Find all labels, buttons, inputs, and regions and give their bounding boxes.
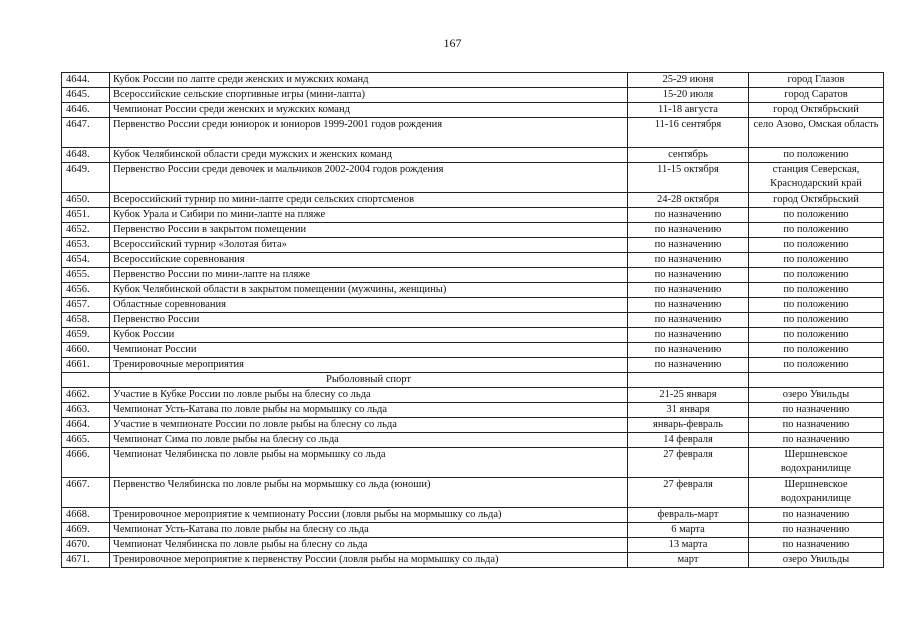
event-name: Участие в чемпионате России по ловле рыбы на блесну со льда	[110, 418, 628, 433]
row-number: 4667.	[62, 478, 110, 508]
row-number: 4660.	[62, 343, 110, 358]
event-date: по назначению	[628, 223, 749, 238]
event-date: по назначению	[628, 253, 749, 268]
row-number: 4650.	[62, 193, 110, 208]
event-date: февраль-март	[628, 508, 749, 523]
row-number: 4648.	[62, 148, 110, 163]
event-date: по назначению	[628, 313, 749, 328]
table-row	[62, 298, 884, 313]
event-date: 15-20 июля	[628, 88, 749, 103]
row-number: 4656.	[62, 283, 110, 298]
event-date: 6 марта	[628, 523, 749, 538]
row-number: 4671.	[62, 553, 110, 568]
event-name: Тренировочные мероприятия	[110, 358, 628, 373]
table-row	[62, 508, 884, 523]
event-name: Кубок Урала и Сибири по мини-лапте на пляже	[110, 208, 628, 223]
row-number: 4670.	[62, 538, 110, 553]
page-number: 167	[443, 36, 462, 50]
empty-cell	[628, 373, 749, 388]
row-number: 4652.	[62, 223, 110, 238]
row-number: 4659.	[62, 328, 110, 343]
event-date: по назначению	[628, 208, 749, 223]
table-row	[62, 328, 884, 343]
row-number: 4653.	[62, 238, 110, 253]
event-name: Первенство России среди девочек и мальчиков 2002-2004 годов рождения	[110, 163, 628, 193]
table-row	[62, 193, 884, 208]
table-row	[62, 73, 884, 88]
table-row	[62, 163, 884, 193]
event-name: Областные соревнования	[110, 298, 628, 313]
event-date: 27 февраля	[628, 448, 749, 478]
event-date: 13 марта	[628, 538, 749, 553]
table-row	[62, 88, 884, 103]
event-name: Чемпионат Челябинска по ловле рыбы на блесну со льда	[110, 538, 628, 553]
event-name: Всероссийский турнир «Золотая бита»	[110, 238, 628, 253]
empty-cell	[62, 373, 110, 388]
event-place: по назначению	[749, 403, 884, 418]
row-number: 4647.	[62, 118, 110, 148]
table-row	[62, 418, 884, 433]
event-name: Кубок Челябинской области в закрытом помещении (мужчины, женщины)	[110, 283, 628, 298]
event-name: Кубок России по лапте среди женских и мужских команд	[110, 73, 628, 88]
event-place: город Октябрьский	[749, 193, 884, 208]
row-number: 4646.	[62, 103, 110, 118]
event-place: по назначению	[749, 418, 884, 433]
event-place: по положению	[749, 358, 884, 373]
event-date: по назначению	[628, 343, 749, 358]
event-date: март	[628, 553, 749, 568]
event-date: по назначению	[628, 283, 749, 298]
event-place: Шершневское водохранилище	[749, 448, 884, 478]
event-name: Всероссийские соревнования	[110, 253, 628, 268]
table-row	[62, 448, 884, 478]
row-number: 4668.	[62, 508, 110, 523]
row-number: 4661.	[62, 358, 110, 373]
event-name: Первенство России	[110, 313, 628, 328]
event-name: Чемпионат России	[110, 343, 628, 358]
event-date: сентябрь	[628, 148, 749, 163]
table-row	[62, 343, 884, 358]
events-table	[61, 72, 884, 568]
event-name: Первенство России в закрытом помещении	[110, 223, 628, 238]
table-row	[62, 358, 884, 373]
event-place: по положению	[749, 328, 884, 343]
row-number: 4669.	[62, 523, 110, 538]
event-date: по назначению	[628, 298, 749, 313]
table-row	[62, 283, 884, 298]
event-date: 31 января	[628, 403, 749, 418]
row-number: 4657.	[62, 298, 110, 313]
row-number: 4658.	[62, 313, 110, 328]
table-row	[62, 268, 884, 283]
event-date: по назначению	[628, 238, 749, 253]
event-place: по положению	[749, 238, 884, 253]
row-number: 4654.	[62, 253, 110, 268]
event-name: Первенство России среди юниорок и юниоров 1999-2001 годов рождения	[110, 118, 628, 148]
table-row	[62, 433, 884, 448]
event-date: по назначению	[628, 358, 749, 373]
table-row	[62, 523, 884, 538]
event-place: по положению	[749, 283, 884, 298]
event-place: город Саратов	[749, 88, 884, 103]
event-name: Чемпионат России среди женских и мужских команд	[110, 103, 628, 118]
row-number: 4645.	[62, 88, 110, 103]
table-row	[62, 208, 884, 223]
section-title: Рыболовный спорт	[110, 373, 628, 388]
event-place: по положению	[749, 253, 884, 268]
event-place: село Азово, Омская область	[749, 118, 884, 148]
event-place: по назначению	[749, 538, 884, 553]
event-place: по положению	[749, 298, 884, 313]
event-place: по положению	[749, 148, 884, 163]
event-date: 25-29 июня	[628, 73, 749, 88]
event-name: Кубок России	[110, 328, 628, 343]
event-place: озеро Увильды	[749, 388, 884, 403]
event-date: по назначению	[628, 328, 749, 343]
event-place: по назначению	[749, 523, 884, 538]
event-date: по назначению	[628, 268, 749, 283]
event-name: Первенство России по мини-лапте на пляже	[110, 268, 628, 283]
event-place: Шершневское водохранилище	[749, 478, 884, 508]
row-number: 4663.	[62, 403, 110, 418]
event-date: 11-15 октября	[628, 163, 749, 193]
table-row	[62, 148, 884, 163]
event-place: по назначению	[749, 433, 884, 448]
event-place: по положению	[749, 223, 884, 238]
row-number: 4651.	[62, 208, 110, 223]
event-date: 24-28 октября	[628, 193, 749, 208]
table-row	[62, 313, 884, 328]
table-row	[62, 223, 884, 238]
event-name: Всероссийские сельские спортивные игры (мини-лапта)	[110, 88, 628, 103]
row-number: 4665.	[62, 433, 110, 448]
row-number: 4644.	[62, 73, 110, 88]
event-place: по положению	[749, 268, 884, 283]
event-date: январь-февраль	[628, 418, 749, 433]
row-number: 4655.	[62, 268, 110, 283]
event-date: 27 февраля	[628, 478, 749, 508]
event-name: Чемпионат Челябинска по ловле рыбы на мормышку со льда	[110, 448, 628, 478]
event-date: 11-18 августа	[628, 103, 749, 118]
event-name: Участие в Кубке России по ловле рыбы на блесну со льда	[110, 388, 628, 403]
event-place: город Глазов	[749, 73, 884, 88]
event-name: Первенство Челябинска по ловле рыбы на мормышку со льда (юноши)	[110, 478, 628, 508]
table-row	[62, 553, 884, 568]
event-name: Кубок Челябинской области среди мужских и женских команд	[110, 148, 628, 163]
event-name: Чемпионат Сима по ловле рыбы на блесну со льда	[110, 433, 628, 448]
event-place: по положению	[749, 313, 884, 328]
row-number: 4649.	[62, 163, 110, 193]
event-date: 14 февраля	[628, 433, 749, 448]
event-name: Тренировочное мероприятие к чемпионату России (ловля рыбы на мормышку со льда)	[110, 508, 628, 523]
table-row	[62, 118, 884, 148]
event-place: по положению	[749, 208, 884, 223]
event-name: Чемпионат Усть-Катава по ловле рыбы на мормышку со льда	[110, 403, 628, 418]
row-number: 4666.	[62, 448, 110, 478]
event-place: город Октябрьский	[749, 103, 884, 118]
event-place: озеро Увильды	[749, 553, 884, 568]
table-row	[62, 388, 884, 403]
table-row	[62, 478, 884, 508]
event-place: по назначению	[749, 508, 884, 523]
row-number: 4662.	[62, 388, 110, 403]
event-name: Чемпионат Усть-Катава по ловле рыбы на блесну со льда	[110, 523, 628, 538]
event-date: 11-16 сентября	[628, 118, 749, 148]
event-name: Тренировочное мероприятие к первенству России (ловля рыбы на мормышку со льда)	[110, 553, 628, 568]
table-row	[62, 403, 884, 418]
event-date: 21-25 января	[628, 388, 749, 403]
table-row	[62, 238, 884, 253]
event-place: по положению	[749, 343, 884, 358]
event-name: Всероссийский турнир по мини-лапте среди сельских спортсменов	[110, 193, 628, 208]
table-row	[62, 538, 884, 553]
table-row	[62, 103, 884, 118]
empty-cell	[749, 373, 884, 388]
row-number: 4664.	[62, 418, 110, 433]
section-row	[62, 373, 884, 388]
event-place: станция Северская, Краснодарский край	[749, 163, 884, 193]
table-row	[62, 253, 884, 268]
